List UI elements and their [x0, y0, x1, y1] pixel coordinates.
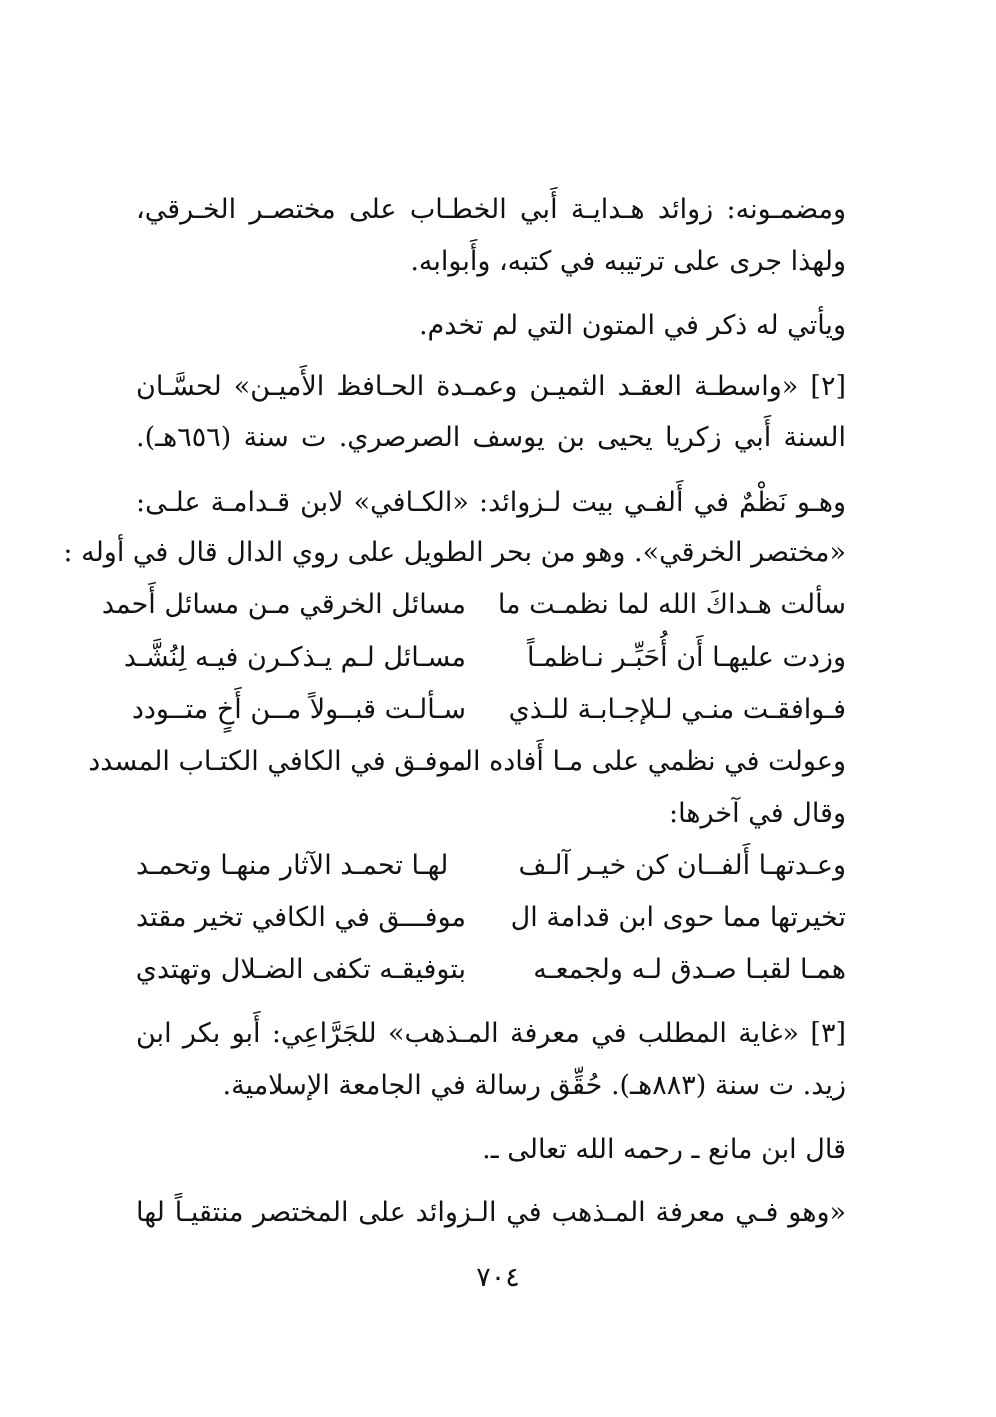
- text-line: قال ابن مانع ـ رحمه الله تعالى ـ.: [482, 1134, 846, 1165]
- text-line: [٢] «واسطـة العقـد الثميـن وعمـدة الحـافظ الأَميـن» لحسَّـان: [136, 371, 846, 402]
- verse-first-hemistich: وزدت عليهـا أَن أُحَبِّـر نـاظمـاً: [527, 642, 846, 673]
- text-line: [٣] «غاية المطلب في معرفة المـذهب» للجَرَّاعِي: أَبو بكر ابن: [136, 1018, 846, 1049]
- text-line: وقال في آخرها:: [668, 798, 846, 829]
- verse-line: [136, 950, 846, 990]
- verse-second-hemistich: موفـــق في الكافي تخير مقتد: [135, 902, 466, 933]
- verse-first-hemistich: فـوافقـت منـي لـلإجـابـة للـذي: [508, 694, 846, 725]
- verse-first-hemistich: همـا لقبـا صـدق لـه ولجمعـه: [533, 954, 846, 985]
- verse-line: [136, 846, 846, 886]
- text-line: ومضمـونه: زوائد هـدايـة أَبي الخطـاب على مختصـر الخـرقي،: [136, 194, 846, 225]
- text-line: «مختصر الخرقي». وهو من بحر الطويل على روي الدال قال في أوله :: [63, 537, 846, 568]
- verse-second-hemistich: بتوفيقـه تكفى الضـلال وتهتدي: [135, 954, 466, 985]
- text-line: ويأتي له ذكر في المتون التي لم تخدم.: [418, 310, 846, 341]
- verse-second-hemistich: لهـا تحمـد الآثار منهـا وتحمـد: [136, 850, 449, 881]
- verse-second-hemistich: سـألـت قبــولاً مــن أَخٍ متــودد: [131, 694, 466, 725]
- verse-first-hemistich: سألت هـداكَ الله لما نظمـت ما: [497, 589, 846, 620]
- verse-line: [101, 585, 846, 625]
- verse-first-hemistich: وعـدتهـا أَلفــان كن خيـر آلـف: [518, 850, 846, 881]
- text-line: وهـو نَظْمٌ في أَلفـي بيت لـزوائد: «الكـافي» لابن قـدامـة علـى:: [136, 487, 846, 518]
- verse-line: [123, 638, 846, 678]
- verse-first-hemistich: تخيرتها مما حوى ابن قدامة ال: [510, 902, 846, 933]
- text-line: ولهذا جرى على ترتيبه في كتبه، وأَبوابه.: [410, 246, 846, 277]
- verse-line: [136, 898, 846, 938]
- text-line: السنة أَبي زكريا يحيى بن يوسف الصرصري. ت سنة (٦٥٦هـ).: [136, 422, 846, 453]
- verse-first-hemistich: وعولت في نظمي على مـا أَفاده الـ: [456, 746, 846, 777]
- verse-second-hemistich: مسائل الخرقي مـن مسائل أَحمد: [101, 589, 466, 620]
- verse-line: [88, 742, 846, 782]
- verse-second-hemistich: مسـائل لـم يـذكـرن فيـه لِنُشَّـد: [123, 642, 466, 673]
- verse-line: [131, 690, 846, 730]
- text-line: «وهو فـي معرفة المـذهب في الـزوائد على المختصر منتقيـاً لها: [136, 1197, 846, 1228]
- text-line: زيد. ت سنة (٨٨٣هـ). حُقِّق رسالة في الجامعة الإسلامية.: [222, 1070, 846, 1101]
- page-number: ٧٠٤: [476, 1262, 520, 1293]
- verse-second-hemistich: موفـق في الكافي الكتـاب المسدد: [88, 746, 466, 777]
